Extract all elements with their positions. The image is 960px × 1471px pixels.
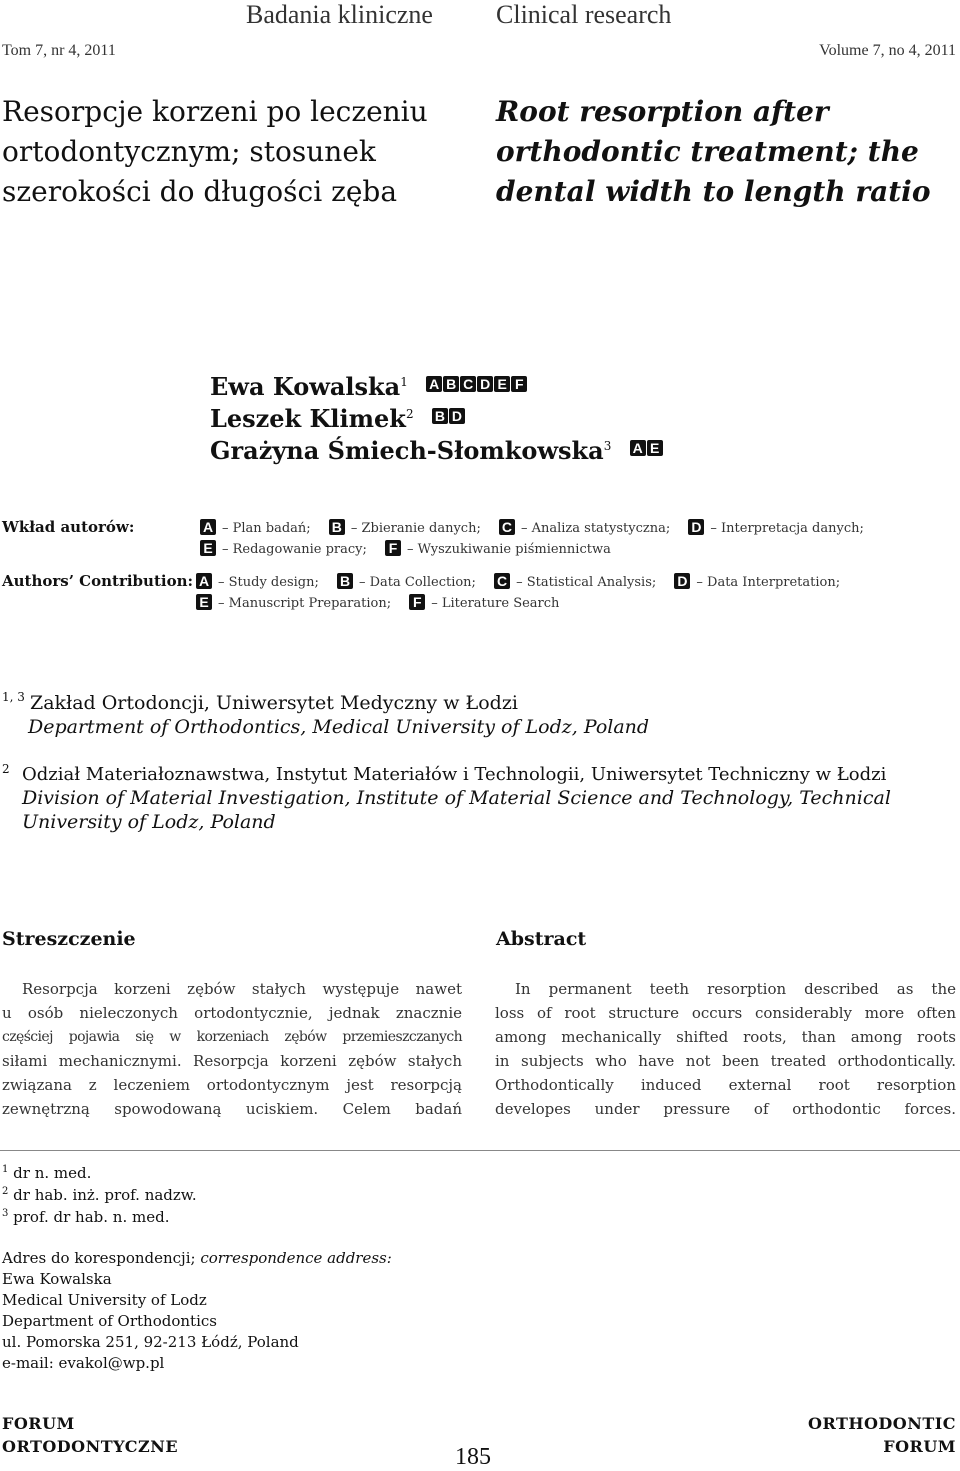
contribution-item — [688, 519, 864, 536]
contribution-item — [674, 573, 840, 590]
contribution-text: – Interpretacja danych; — [710, 521, 864, 536]
role-badge: E — [494, 376, 510, 392]
role-badge: F — [409, 594, 425, 610]
contribution-item — [329, 519, 481, 536]
abstract-line: Resorpcja korzeni zębów stałych występuje nawet — [22, 980, 462, 998]
abstract-heading-en: Abstract — [496, 928, 587, 950]
author-affiliation-sup: 1 — [400, 375, 408, 389]
footnote — [2, 1204, 169, 1227]
address-line: Ewa Kowalska — [2, 1270, 112, 1288]
affiliation-en: Department of Orthodontics, Medical University of Lodz, Poland — [28, 716, 650, 738]
contribution-label-pl: Wkład autorów: — [2, 518, 135, 536]
role-badge: F — [511, 376, 527, 392]
author-name: Ewa Kowalska — [210, 372, 401, 401]
role-badge: B — [329, 519, 345, 535]
author-name: Grażyna Śmiech-Słomkowska — [210, 436, 604, 465]
footnote — [2, 1182, 197, 1205]
footnote-sup: 1 — [2, 1164, 9, 1175]
section-label-en: Clinical research — [496, 0, 672, 29]
author-role-badges — [630, 430, 664, 459]
footnote-text: dr n. med. — [13, 1164, 92, 1182]
role-badge: A — [200, 519, 216, 535]
abstract-line: in subjects who have not been treated orthodontically. — [495, 1052, 956, 1070]
email-link[interactable]: e-mail: evakol@wp.pl — [2, 1354, 165, 1372]
article-title-en — [496, 92, 956, 212]
volume-info-en: Volume 7, no 4, 2011 — [819, 42, 956, 59]
title-line: szerokości do długości zęba — [2, 175, 398, 208]
correspondence-address — [2, 1248, 392, 1374]
volume-info-pl: Tom 7, nr 4, 2011 — [2, 42, 116, 59]
role-badge: E — [200, 540, 216, 556]
contribution-text: – Analiza statystyczna; — [520, 521, 671, 536]
footnote-text: prof. dr hab. n. med. — [13, 1208, 170, 1226]
title-line: ortodontycznym; stosunek — [2, 135, 376, 168]
footnote-text: dr hab. inż. prof. nadzw. — [13, 1186, 197, 1204]
role-badge: B — [337, 573, 353, 589]
address-line: Medical University of Lodz — [2, 1291, 207, 1309]
author-name: Leszek Klimek — [210, 404, 406, 433]
title-line: dental width to length ratio — [496, 175, 931, 208]
role-badge: E — [647, 440, 663, 456]
contribution-text: – Zbieranie danych; — [350, 521, 481, 536]
abstract-heading-pl: Streszczenie — [2, 928, 136, 950]
abstract-line: In permanent teeth resorption described as the — [515, 980, 956, 998]
contribution-label-en: Authors’ Contribution: — [2, 572, 194, 590]
address-label-en: correspondence address: — [200, 1249, 392, 1267]
abstract-line: częściej pojawia się w korzeniach zębów przemieszczanych — [2, 1029, 462, 1045]
address-label-pl: Adres do korespondencji; — [2, 1249, 201, 1267]
affiliation-pl: Odział Materiałoznawstwa, Instytut Materiałów i Technologii, Uniwersytet Techniczny w Łodzi — [22, 764, 887, 785]
role-badge: E — [196, 594, 212, 610]
contribution-row-en-2 — [196, 594, 573, 611]
abstract-line: developes under pressure of orthodontic forces. — [495, 1100, 956, 1118]
journal-name-en-1: ORTHODONTIC — [808, 1414, 956, 1433]
author-role-badges — [426, 366, 528, 395]
title-line: Root resorption after — [496, 95, 829, 128]
abstract-text-en — [495, 977, 956, 1121]
journal-name-en-2: FORUM — [883, 1437, 956, 1456]
contribution-item — [196, 594, 391, 611]
role-badge: C — [499, 519, 515, 535]
abstract-line: Orthodontically induced external root resorption — [495, 1076, 956, 1094]
address-label — [2, 1248, 392, 1269]
role-badge: C — [460, 376, 476, 392]
footnote-sup: 2 — [2, 1186, 9, 1197]
contribution-text: – Manuscript Preparation; — [218, 596, 392, 611]
address-line: Department of Orthodontics — [2, 1312, 217, 1330]
contribution-item — [385, 540, 611, 557]
contribution-text: – Data Interpretation; — [696, 575, 841, 590]
role-badge: F — [385, 540, 401, 556]
page-number: 185 — [455, 1444, 491, 1470]
author-1 — [210, 366, 528, 401]
author-affiliation-sup: 2 — [405, 407, 414, 421]
contribution-item — [196, 573, 319, 590]
contribution-text: – Data Collection; — [359, 575, 476, 590]
role-badge: D — [449, 408, 465, 424]
affiliation-en: University of Lodz, Poland — [22, 811, 276, 833]
contribution-item — [499, 519, 670, 536]
contribution-row-pl-1 — [200, 519, 878, 536]
abstract-text-pl — [2, 977, 462, 1121]
contribution-text: – Wyszukiwanie piśmiennictwa — [407, 542, 611, 557]
abstract-line: związana z leczeniem ortodontycznym jest resorpcją — [2, 1076, 462, 1094]
address-line: ul. Pomorska 251, 92-213 Łódź, Poland — [2, 1333, 299, 1351]
affiliation-sup: 1, 3 — [2, 690, 25, 704]
role-badge: A — [630, 440, 646, 456]
contribution-row-en-1 — [196, 573, 854, 590]
abstract-line: siłami mechanicznymi. Resorpcja korzeni zębów stałych — [2, 1052, 462, 1070]
article-title-pl — [2, 92, 472, 212]
title-line: orthodontic treatment; the — [496, 135, 919, 168]
title-line: Resorpcje korzeni po leczeniu — [2, 95, 428, 128]
role-badge: D — [688, 519, 704, 535]
journal-name-pl-1: FORUM — [2, 1414, 75, 1433]
affiliation-pl: Zakład Ortodoncji, Uniwersytet Medyczny w Łodzi — [30, 692, 518, 714]
role-badge: B — [432, 408, 448, 424]
contribution-text: – Redagowanie pracy; — [222, 542, 367, 557]
contribution-text: – Plan badań; — [222, 521, 311, 536]
role-badge: A — [196, 573, 212, 589]
contribution-item — [200, 519, 311, 536]
author-2 — [210, 398, 466, 433]
contribution-text: – Literature Search — [431, 596, 560, 611]
author-3 — [210, 430, 664, 465]
role-badge: A — [426, 376, 442, 392]
abstract-line: u osób nieleczonych ortodontycznie, jednak znacznie — [2, 1004, 462, 1022]
contribution-item — [200, 540, 367, 557]
author-role-badges — [432, 398, 466, 427]
contribution-text: – Statistical Analysis; — [516, 575, 657, 590]
contribution-item — [337, 573, 476, 590]
journal-name-pl-2: ORTODONTYCZNE — [2, 1437, 179, 1456]
contribution-text: – Study design; — [218, 575, 319, 590]
role-badge: D — [674, 573, 690, 589]
contribution-item — [494, 573, 656, 590]
abstract-line: among mechanically shifted roots, than among roots — [495, 1028, 956, 1046]
role-badge: B — [443, 376, 459, 392]
footnote-sup: 3 — [2, 1208, 9, 1219]
role-badge: D — [477, 376, 493, 392]
contribution-row-pl-2 — [200, 540, 625, 557]
affiliation-sup: 2 — [2, 762, 10, 776]
author-affiliation-sup: 3 — [603, 439, 612, 453]
section-label-pl: Badania kliniczne — [246, 0, 433, 29]
affiliation-en: Division of Material Investigation, Institute of Material Science and Technology, Technical — [22, 787, 891, 809]
abstract-line: zewnętrzną spowodowaną uciskiem. Celem badań — [2, 1100, 462, 1118]
abstract-line: loss of root structure occurs considerably more often — [495, 1004, 956, 1022]
role-badge: C — [494, 573, 510, 589]
footnote — [2, 1160, 91, 1183]
footnote-separator — [0, 1150, 960, 1151]
contribution-item — [409, 594, 559, 611]
